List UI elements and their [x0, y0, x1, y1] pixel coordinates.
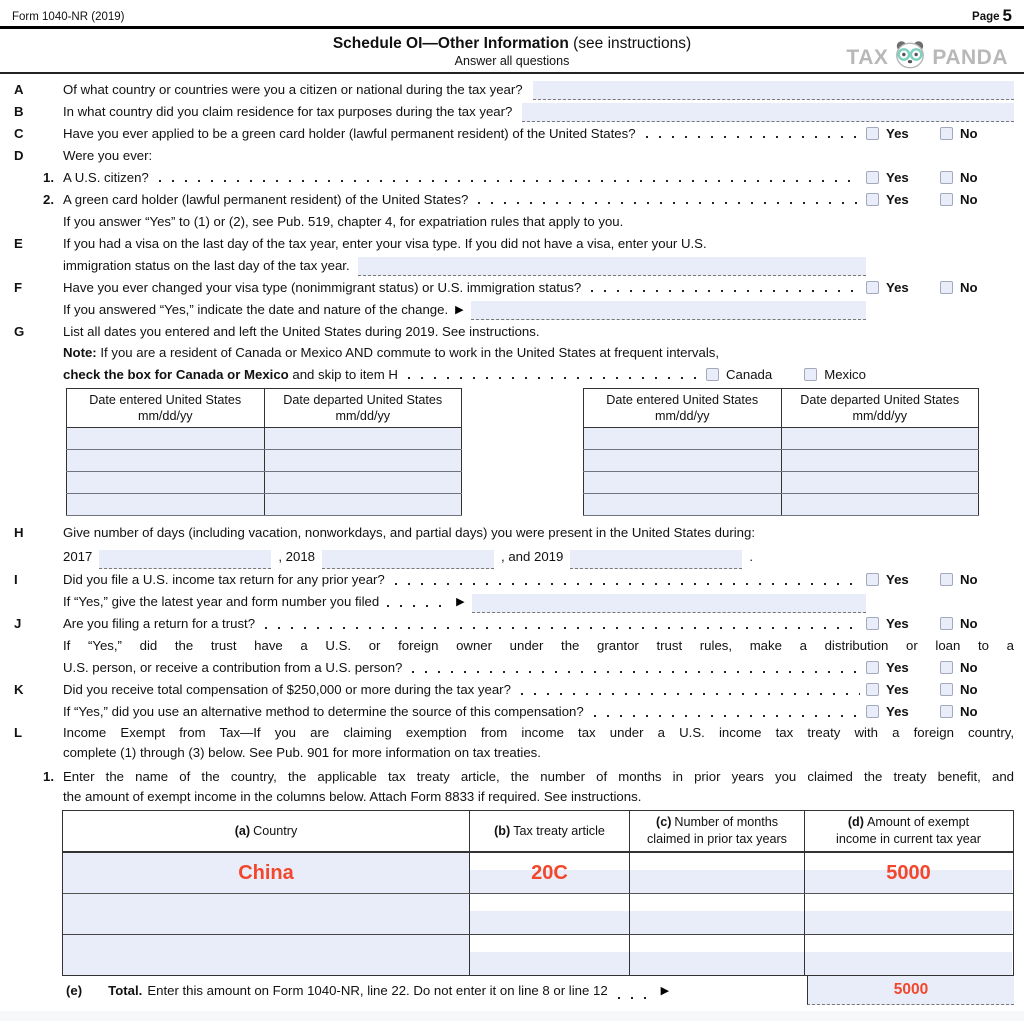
immigration-status-field[interactable] [358, 257, 866, 276]
note-label: Note: [63, 345, 97, 360]
year-2019-label: , and 2019 [501, 548, 564, 564]
date-entered-cell[interactable] [67, 449, 265, 471]
item-l1-line1 [10, 767, 1014, 787]
date-departed-cell[interactable] [264, 427, 462, 449]
question-g-note1 [10, 342, 1014, 363]
question-j-followup-line1 [10, 635, 1014, 657]
question-k [10, 679, 1014, 701]
yes-label: Yes [886, 572, 909, 588]
question-f-followup [10, 298, 1014, 320]
question-k2-yesno [866, 704, 1014, 719]
dot-leader [265, 627, 860, 629]
col-header-date-entered: Date entered United States mm/dd/yy [67, 389, 265, 428]
question-e-line2 [10, 254, 1014, 276]
no-checkbox[interactable] [940, 193, 953, 206]
date-entered-cell[interactable] [584, 471, 782, 493]
question-i-followup-text: If “Yes,” give the latest year and form number you filed [63, 594, 380, 610]
yes-checkbox[interactable] [866, 573, 879, 586]
yes-label: Yes [886, 279, 909, 295]
no-label: No [960, 169, 978, 185]
note2-bold-text: check the box for Canada or Mexico [63, 366, 289, 382]
date-entered-cell[interactable] [67, 493, 265, 515]
question-d2-text: A green card holder (lawful permanent resident) of the United States? [63, 191, 469, 207]
days-2019-field[interactable] [570, 550, 742, 569]
no-label: No [960, 191, 978, 207]
schedule-title-note: (see instructions) [573, 35, 692, 52]
dot-leader [646, 136, 860, 138]
question-i [10, 569, 1014, 591]
no-checkbox[interactable] [940, 127, 953, 140]
no-label: No [960, 572, 978, 588]
item-l1-line2 [10, 787, 1014, 807]
page-number-value: 5 [1002, 6, 1012, 25]
question-j2-yesno [866, 660, 1014, 675]
item-number-2: 2. [43, 191, 54, 207]
no-label: No [960, 279, 978, 295]
treaty-table-header [63, 811, 1013, 853]
form-id: Form 1040-NR (2019) [12, 11, 125, 23]
date-departed-cell[interactable] [264, 493, 462, 515]
date-departed-cell[interactable] [781, 493, 979, 515]
question-i-followup [10, 591, 1014, 613]
treaty-table-row [63, 935, 1013, 975]
question-l-line1 [10, 723, 1014, 743]
country-cell[interactable] [63, 894, 470, 934]
citizen-country-field[interactable] [533, 81, 1014, 100]
col-header-date-departed: Date departed United States mm/dd/yy [781, 389, 979, 428]
dot-leader [478, 202, 860, 204]
dot-leader [591, 290, 860, 292]
question-d-text: Were you ever: [63, 147, 153, 163]
mexico-checkbox[interactable] [804, 368, 817, 381]
schedule-title-bold: Schedule OI—Other Information [332, 35, 569, 52]
question-k-text: Did you receive total compensation of $250,000 or more during the tax year? [63, 682, 511, 698]
item-number-l1: 1. [43, 769, 54, 785]
question-d-note-text: If you answer “Yes” to (1) or (2), see Pub. 519, chapter 4, for expatriation rules that apply to you. [63, 213, 624, 229]
col-header-date-entered: Date entered United States mm/dd/yy [584, 389, 782, 428]
item-letter-h: H [14, 525, 24, 541]
question-e-text1: If you had a visa on the last day of the tax year, enter your visa type. If you did not have a visa, enter your U.S. [63, 235, 707, 251]
question-j-followup-line2 [10, 657, 1014, 679]
yes-checkbox[interactable] [866, 683, 879, 696]
treaty-exemption-table [62, 810, 1014, 976]
yes-checkbox[interactable] [866, 127, 879, 140]
page-label: Page [972, 11, 1000, 23]
schedule-title-area [0, 29, 1024, 74]
question-g-note2 [10, 363, 1014, 385]
amount-cell[interactable] [805, 894, 1012, 934]
days-2017-field[interactable] [99, 550, 271, 569]
note-text: If you are a resident of Canada or Mexico AND commute to work in the United States at frequent intervals, [100, 345, 720, 360]
question-g-text: List all dates you entered and left the United States during 2019. See instructions. [63, 323, 540, 339]
question-a-text: Of what country or countries were you a citizen or national during the tax year? [63, 81, 523, 97]
date-entered-cell[interactable] [584, 493, 782, 515]
treaty-article-cell[interactable] [470, 894, 630, 934]
item-letter-l: L [14, 725, 23, 741]
col-header-amount: (d) Amount of exempt income in current tax year [805, 811, 1012, 851]
question-c-text: Have you ever applied to be a green card holder (lawful permanent resident) of the United States? [63, 125, 636, 141]
question-e-text2: immigration status on the last day of the tax year. [63, 257, 350, 273]
question-i-text: Did you file a U.S. income tax return for any prior year? [63, 572, 385, 588]
question-c [10, 122, 1014, 144]
item-letter-g: G [14, 323, 25, 339]
country-cell[interactable]: China [63, 853, 470, 893]
question-g [10, 320, 1014, 342]
question-a [10, 78, 1014, 100]
yes-checkbox[interactable] [866, 617, 879, 630]
no-checkbox[interactable] [940, 705, 953, 718]
page-bottom-edge [0, 1011, 1024, 1021]
question-h-years [10, 544, 1014, 569]
question-j [10, 613, 1014, 635]
item-l1-text2: the amount of exempt income in the columns below. Attach Form 8833 if required. See instructions. [63, 789, 642, 805]
yes-label: Yes [886, 660, 909, 676]
total-amount-field[interactable]: 5000 [807, 976, 1014, 1005]
question-b [10, 100, 1014, 122]
form-body [0, 74, 1024, 1005]
logo-text-tax: TAX [846, 45, 889, 69]
right-arrow-icon: ▶ [660, 984, 670, 997]
yes-label: Yes [886, 704, 909, 720]
yes-checkbox[interactable] [866, 193, 879, 206]
no-checkbox[interactable] [940, 171, 953, 184]
date-departed-cell[interactable] [781, 471, 979, 493]
dot-leader [521, 693, 860, 695]
question-d1 [10, 166, 1014, 188]
question-j-followup-text2: U.S. person, or receive a contribution from a U.S. person? [63, 660, 403, 676]
dot-leader [159, 180, 860, 182]
year-2017-label: 2017 [63, 548, 93, 564]
no-label: No [960, 704, 978, 720]
question-d1-text: A U.S. citizen? [63, 169, 149, 185]
page-header [0, 0, 1024, 29]
yes-label: Yes [886, 682, 909, 698]
question-b-text: In what country did you claim residence for tax purposes during the tax year? [63, 103, 513, 119]
question-k-followup-text: If “Yes,” did you use an alternative method to determine the source of this compensation? [63, 704, 584, 720]
schedule-subtitle: Answer all questions [454, 54, 570, 68]
item-letter-e: E [14, 235, 23, 251]
question-l-line2 [10, 743, 1014, 763]
days-2018-field[interactable] [322, 550, 494, 569]
tax-panda-logo [846, 40, 1008, 75]
months-cell[interactable] [630, 853, 805, 893]
mexico-label: Mexico [824, 366, 866, 382]
panda-icon [893, 40, 927, 75]
date-entered-cell[interactable] [584, 449, 782, 471]
canada-checkbox[interactable] [706, 368, 719, 381]
item-letter-c: C [14, 125, 24, 141]
question-d [10, 144, 1014, 166]
latest-year-form-field[interactable] [472, 594, 866, 613]
treaty-table-row [63, 853, 1013, 894]
residence-country-field[interactable] [522, 103, 1014, 122]
question-i-yesno [866, 572, 1014, 587]
no-checkbox[interactable] [940, 617, 953, 630]
dot-leader [618, 997, 648, 999]
change-date-nature-field[interactable] [471, 301, 866, 320]
date-departed-cell[interactable] [781, 449, 979, 471]
treaty-article-cell[interactable]: 20C [470, 853, 630, 893]
months-cell[interactable] [630, 935, 805, 975]
entry-exit-table-left [66, 388, 462, 516]
yes-checkbox[interactable] [866, 171, 879, 184]
question-l-text2: complete (1) through (3) below. See Pub. 901 for more information on tax treaties. [63, 745, 541, 761]
treaty-article-cell[interactable] [470, 935, 630, 975]
question-j-followup-text1: If “Yes,” did the trust have a U.S. or foreign owner under the grantor trust rules, make a distribution or loan to a [63, 637, 1014, 653]
col-header-treaty-article: (b) Tax treaty article [470, 811, 630, 851]
yes-label: Yes [886, 169, 909, 185]
question-d1-yesno [866, 170, 1014, 185]
item-letter-a: A [14, 81, 24, 97]
dot-leader [408, 377, 700, 379]
date-entered-cell[interactable] [67, 427, 265, 449]
date-departed-cell[interactable] [264, 449, 462, 471]
treaty-total-row [62, 976, 1014, 1005]
question-j-yesno [866, 616, 1014, 631]
date-departed-cell[interactable] [264, 471, 462, 493]
total-label: Total. [108, 982, 143, 998]
item-letter-i: I [14, 572, 18, 588]
question-c-yesno [866, 126, 1014, 141]
yes-label: Yes [886, 616, 909, 632]
country-cell[interactable] [63, 935, 470, 975]
dot-leader [594, 715, 860, 717]
total-instructions: Enter this amount on Form 1040-NR, line 22. Do not enter it on line 8 or line 12 [147, 982, 608, 998]
logo-text-panda: PANDA [932, 45, 1008, 69]
note2-text: and skip to item H [292, 366, 398, 382]
item-letter-f: F [14, 279, 23, 295]
item-letter-j: J [14, 616, 22, 632]
treaty-table-row [63, 894, 1013, 935]
total-row-prefix: (e) [66, 982, 83, 998]
item-l1-text1: Enter the name of the country, the applicable tax treaty article, the number of months in prior years you claimed the treaty benefit, and [63, 768, 1014, 784]
yes-label: Yes [886, 191, 909, 207]
question-h-text: Give number of days (including vacation, nonworkdays, and partial days) you were present in the United States during: [63, 525, 755, 541]
question-e-line1 [10, 232, 1014, 254]
dot-leader [387, 605, 443, 607]
canada-label: Canada [726, 366, 773, 382]
question-f-followup-text: If you answered “Yes,” indicate the date and nature of the change. [63, 301, 449, 317]
item-letter-b: B [14, 103, 24, 119]
question-j-text: Are you filing a return for a trust? [63, 616, 256, 632]
col-header-date-departed: Date departed United States mm/dd/yy [264, 389, 462, 428]
question-f-yesno [866, 280, 1014, 295]
question-k-yesno [866, 682, 1014, 697]
right-arrow-icon: ▶ [456, 596, 465, 609]
item-letter-k: K [14, 682, 24, 698]
no-checkbox[interactable] [940, 573, 953, 586]
no-label: No [960, 125, 978, 141]
dot-leader [395, 583, 860, 585]
item-letter-d: D [14, 147, 24, 163]
right-arrow-icon: ▶ [455, 303, 464, 316]
sentence-period: . [749, 548, 754, 564]
dot-leader [412, 671, 860, 673]
entry-exit-tables [66, 388, 1014, 516]
yes-checkbox[interactable] [866, 281, 879, 294]
no-label: No [960, 660, 978, 676]
amount-cell[interactable]: 5000 [805, 853, 1012, 893]
question-l-text1: Income Exempt from Tax—If you are claiming exemption from income tax under a U.S. income tax treaty with a foreign country, [63, 724, 1014, 740]
col-header-country: (a) Country [63, 811, 470, 851]
item-number-1: 1. [43, 169, 54, 185]
amount-cell[interactable] [805, 935, 1012, 975]
no-label: No [960, 682, 978, 698]
question-d2 [10, 188, 1014, 210]
date-entered-cell[interactable] [584, 427, 782, 449]
question-f-text: Have you ever changed your visa type (nonimmigrant status) or U.S. immigration status? [63, 279, 582, 295]
question-d-note [10, 210, 1014, 232]
yes-label: Yes [886, 125, 909, 141]
question-f [10, 276, 1014, 298]
question-h [10, 522, 1014, 544]
entry-exit-table-right [583, 388, 979, 516]
no-checkbox[interactable] [940, 661, 953, 674]
col-header-months: (c) Number of months claimed in prior tax years [630, 811, 805, 851]
no-label: No [960, 616, 978, 632]
months-cell[interactable] [630, 894, 805, 934]
no-checkbox[interactable] [940, 683, 953, 696]
page-number [972, 6, 1012, 25]
year-2018-label: , 2018 [278, 548, 316, 564]
no-checkbox[interactable] [940, 281, 953, 294]
yes-checkbox[interactable] [866, 705, 879, 718]
question-k-followup [10, 701, 1014, 723]
date-entered-cell[interactable] [67, 471, 265, 493]
date-departed-cell[interactable] [781, 427, 979, 449]
question-d2-yesno [866, 192, 1014, 207]
yes-checkbox[interactable] [866, 661, 879, 674]
